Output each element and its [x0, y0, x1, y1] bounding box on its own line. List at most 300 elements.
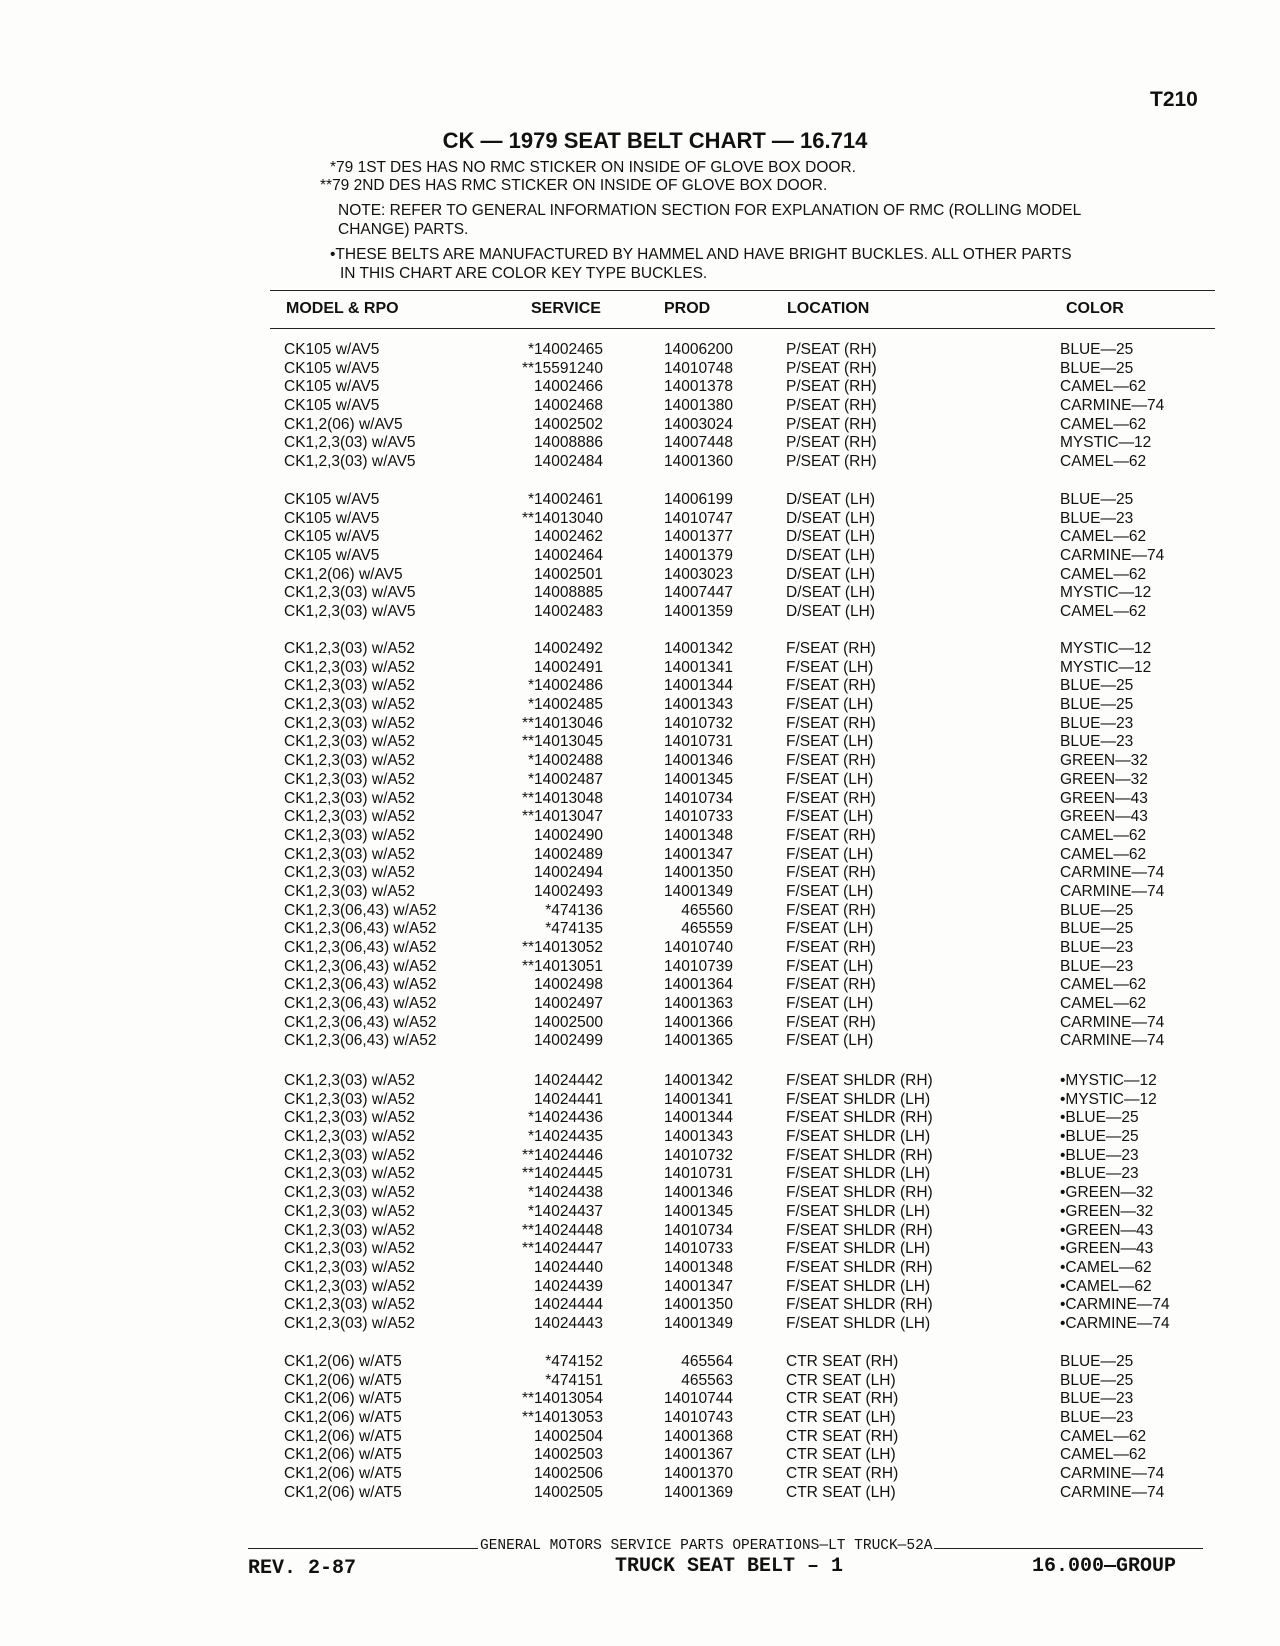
cell-color: BLUE—25	[1060, 341, 1134, 358]
cell-color: BLUE—25	[1060, 696, 1134, 714]
table-row	[0, 1428, 1280, 1447]
table-row	[0, 510, 1280, 529]
cell-color: •GREEN—43	[1060, 1221, 1154, 1239]
cell-service: *14002465	[528, 341, 603, 358]
cell-prod: 14010731	[664, 733, 733, 751]
cell-service: **14013054	[521, 1390, 603, 1408]
table-row	[0, 790, 1280, 809]
cell-color: •CARMINE—74	[1060, 1314, 1170, 1332]
cell-service: **14024448	[521, 1221, 603, 1239]
cell-service: *14002488	[528, 752, 603, 770]
table-row	[0, 995, 1280, 1014]
cell-color: CAMEL—62	[1060, 845, 1147, 863]
cell-color: MYSTIC—12	[1060, 584, 1152, 602]
table-row	[0, 1484, 1280, 1503]
table-row	[0, 958, 1280, 977]
cell-service: 14002493	[534, 882, 603, 900]
cell-color: •GREEN—32	[1060, 1202, 1154, 1220]
note-second-design: **79 2ND DES HAS RMC STICKER ON INSIDE OF GLOVE BOX DOOR.	[320, 177, 828, 194]
cell-loc: F/SEAT (LH)	[786, 808, 874, 826]
cell-loc: F/SEAT (RH)	[786, 901, 876, 919]
table-row	[0, 733, 1280, 752]
cell-color: BLUE—25	[1060, 677, 1134, 695]
cell-loc: F/SEAT (RH)	[786, 976, 876, 994]
header-location: LOCATION	[787, 300, 870, 317]
table-row	[0, 1165, 1280, 1184]
cell-prod: 14001346	[664, 752, 733, 770]
table-row	[0, 696, 1280, 715]
cell-model: CK1,2,3(03) w/AV5	[284, 603, 416, 621]
cell-loc: P/SEAT (RH)	[786, 359, 877, 377]
cell-prod: 14001347	[664, 845, 733, 863]
cell-model: CK1,2,3(03) w/AV5	[284, 434, 416, 452]
cell-service: *474152	[545, 1353, 603, 1370]
cell-model: CK1,2,3(03) w/A52	[284, 845, 415, 863]
table-row	[0, 976, 1280, 995]
cell-model: CK1,2,3(03) w/A52	[284, 1165, 415, 1183]
cell-model: CK1,2,3(03) w/A52	[284, 1314, 415, 1332]
cell-model: CK1,2(06) w/AT5	[284, 1371, 402, 1389]
cell-color: BLUE—23	[1060, 733, 1134, 751]
cell-prod: 465560	[681, 901, 733, 919]
cell-loc: F/SEAT (LH)	[786, 733, 874, 751]
table-row	[0, 416, 1280, 435]
table-row	[0, 341, 1280, 360]
cell-service: 14002502	[534, 415, 603, 433]
cell-color: •CARMINE—74	[1060, 1296, 1170, 1314]
cell-prod: 14001360	[664, 453, 733, 471]
cell-prod: 14010733	[664, 808, 733, 826]
cell-service: **14013053	[521, 1409, 603, 1427]
cell-model: CK105 w/AV5	[284, 378, 380, 396]
table-row	[0, 1032, 1280, 1051]
cell-model: CK1,2,3(03) w/A52	[284, 1277, 415, 1295]
table-row	[0, 1184, 1280, 1203]
table-row	[0, 1147, 1280, 1166]
cell-model: CK1,2,3(06,43) w/A52	[284, 1032, 437, 1050]
cell-loc: F/SEAT (LH)	[786, 882, 874, 900]
cell-prod: 14010744	[664, 1390, 733, 1408]
cell-service: **14013040	[521, 509, 603, 527]
cell-prod: 14001346	[664, 1184, 733, 1202]
note-hammel-line1: •THESE BELTS ARE MANUFACTURED BY HAMMEL AND HAVE BRIGHT BUCKLES. ALL OTHER PARTS	[330, 246, 1072, 263]
cell-loc: F/SEAT (LH)	[786, 696, 874, 714]
cell-prod: 14001369	[664, 1483, 733, 1501]
cell-service: 14002466	[534, 378, 603, 396]
cell-model: CK1,2,3(03) w/A52	[284, 808, 415, 826]
cell-prod: 14001378	[664, 378, 733, 396]
cell-loc: P/SEAT (RH)	[786, 453, 877, 471]
cell-model: CK105 w/AV5	[284, 491, 380, 508]
cell-service: **14013048	[521, 789, 603, 807]
cell-model: CK1,2,3(06,43) w/A52	[284, 1013, 437, 1031]
cell-loc: F/SEAT (RH)	[786, 939, 876, 956]
cell-prod: 14010732	[664, 714, 733, 732]
cell-loc: F/SEAT (LH)	[786, 1032, 874, 1050]
cell-model: CK1,2,3(03) w/A52	[284, 752, 415, 770]
cell-color: CARMINE—74	[1060, 397, 1165, 415]
footer-section-title: TRUCK SEAT BELT – 1	[615, 1555, 844, 1578]
cell-loc: F/SEAT SHLDR (RH)	[786, 1184, 933, 1202]
cell-color: CAMEL—62	[1060, 1446, 1147, 1464]
cell-service: *14024436	[528, 1109, 603, 1127]
cell-model: CK1,2,3(06,43) w/A52	[284, 957, 437, 975]
cell-prod: 14001348	[664, 1258, 733, 1276]
cell-service: 14002506	[534, 1465, 603, 1483]
cell-service: 14024441	[534, 1090, 603, 1108]
cell-prod: 14010740	[664, 939, 733, 956]
cell-service: 14024440	[534, 1258, 603, 1276]
cell-loc: D/SEAT (LH)	[786, 491, 875, 508]
cell-color: BLUE—23	[1060, 1390, 1134, 1408]
cell-prod: 14010747	[664, 509, 733, 527]
cell-color: CAMEL—62	[1060, 603, 1147, 621]
table-row	[0, 1128, 1280, 1147]
cell-loc: D/SEAT (LH)	[786, 565, 875, 583]
cell-model: CK105 w/AV5	[284, 359, 380, 377]
cell-service: 14002484	[534, 453, 603, 471]
cell-model: CK1,2,3(03) w/A52	[284, 1072, 415, 1089]
cell-loc: F/SEAT (RH)	[786, 677, 876, 695]
table-row	[0, 827, 1280, 846]
cell-color: •BLUE—23	[1060, 1165, 1139, 1183]
cell-service: *474151	[545, 1371, 603, 1389]
cell-color: BLUE—23	[1060, 1409, 1134, 1427]
cell-prod: 14001348	[664, 826, 733, 844]
table-row	[0, 397, 1280, 416]
header-prod: PROD	[664, 300, 711, 317]
cell-model: CK1,2,3(03) w/A52	[284, 1128, 415, 1146]
cell-loc: F/SEAT (RH)	[786, 826, 876, 844]
cell-color: MYSTIC—12	[1060, 640, 1152, 657]
cell-color: CAMEL—62	[1060, 415, 1147, 433]
group-center-seat	[0, 1353, 1280, 1503]
table-row	[0, 902, 1280, 921]
cell-loc: F/SEAT (LH)	[786, 770, 874, 788]
header-bottom-rule	[270, 328, 1215, 329]
cell-service: 14002490	[534, 826, 603, 844]
cell-prod: 14010733	[664, 1240, 733, 1258]
cell-service: **14024446	[521, 1146, 603, 1164]
cell-model: CK1,2,3(03) w/A52	[284, 640, 415, 657]
cell-loc: F/SEAT SHLDR (LH)	[786, 1240, 931, 1258]
cell-loc: F/SEAT SHLDR (LH)	[786, 1128, 931, 1146]
cell-prod: 14010734	[664, 789, 733, 807]
table-row	[0, 752, 1280, 771]
page-id: T210	[1150, 88, 1198, 111]
table-row	[0, 1072, 1280, 1091]
cell-loc: F/SEAT (RH)	[786, 714, 876, 732]
cell-color: CAMEL—62	[1060, 1427, 1147, 1445]
cell-prod: 14001341	[664, 658, 733, 676]
cell-loc: F/SEAT (LH)	[786, 845, 874, 863]
cell-color: MYSTIC—12	[1060, 658, 1152, 676]
cell-model: CK1,2,3(03) w/A52	[284, 1240, 415, 1258]
cell-loc: F/SEAT SHLDR (LH)	[786, 1314, 931, 1332]
cell-prod: 14001367	[664, 1446, 733, 1464]
cell-prod: 465564	[681, 1353, 733, 1370]
group-front-seat-shoulder	[0, 1072, 1280, 1334]
cell-prod: 14001345	[664, 1202, 733, 1220]
cell-loc: CTR SEAT (RH)	[786, 1427, 899, 1445]
cell-prod: 14001341	[664, 1090, 733, 1108]
cell-model: CK1,2,3(03) w/A52	[284, 733, 415, 751]
cell-loc: CTR SEAT (RH)	[786, 1353, 899, 1370]
cell-model: CK105 w/AV5	[284, 341, 380, 358]
table-row	[0, 1091, 1280, 1110]
cell-prod: 14007447	[664, 584, 733, 602]
cell-loc: F/SEAT (LH)	[786, 995, 874, 1013]
cell-model: CK1,2,3(06,43) w/A52	[284, 939, 437, 956]
cell-model: CK1,2,3(03) w/A52	[284, 1258, 415, 1276]
table-row	[0, 1278, 1280, 1297]
cell-color: BLUE—23	[1060, 509, 1134, 527]
cell-loc: CTR SEAT (RH)	[786, 1465, 899, 1483]
cell-prod: 14001366	[664, 1013, 733, 1031]
cell-color: BLUE—25	[1060, 1353, 1134, 1370]
cell-model: CK1,2,3(03) w/A52	[284, 882, 415, 900]
cell-service: 14002500	[534, 1013, 603, 1031]
cell-model: CK1,2,3(03) w/A52	[284, 1221, 415, 1239]
cell-prod: 14001364	[664, 976, 733, 994]
cell-model: CK1,2(06) w/AV5	[284, 565, 403, 583]
cell-model: CK105 w/AV5	[284, 509, 380, 527]
cell-model: CK1,2,3(03) w/A52	[284, 1146, 415, 1164]
cell-loc: CTR SEAT (LH)	[786, 1371, 896, 1389]
cell-service: 14002492	[534, 640, 603, 657]
cell-service: *14002485	[528, 696, 603, 714]
cell-prod: 14010734	[664, 1221, 733, 1239]
cell-prod: 14001349	[664, 882, 733, 900]
cell-loc: D/SEAT (LH)	[786, 509, 875, 527]
cell-loc: F/SEAT (LH)	[786, 957, 874, 975]
cell-service: **14024445	[521, 1165, 603, 1183]
cell-prod: 14006199	[664, 491, 733, 508]
group-driver-seat	[0, 491, 1280, 622]
cell-loc: F/SEAT (LH)	[786, 920, 874, 938]
footer-revision: REV. 2-87	[248, 1557, 357, 1580]
chart-title: CK — 1979 SEAT BELT CHART — 16.714	[442, 128, 868, 153]
cell-color: CARMINE—74	[1060, 1013, 1165, 1031]
cell-service: 14008885	[534, 584, 603, 602]
cell-model: CK105 w/AV5	[284, 397, 380, 415]
cell-prod: 14001377	[664, 528, 733, 546]
cell-service: *14024435	[528, 1128, 603, 1146]
cell-color: •BLUE—25	[1060, 1128, 1139, 1146]
cell-service: 14002491	[534, 658, 603, 676]
cell-prod: 14001342	[664, 1072, 733, 1089]
cell-service: *14002461	[528, 491, 603, 508]
header-service: SERVICE	[531, 300, 601, 317]
cell-prod: 14001343	[664, 696, 733, 714]
cell-prod: 14001365	[664, 1032, 733, 1050]
cell-color: CARMINE—74	[1060, 547, 1165, 565]
cell-service: 14002494	[534, 864, 603, 882]
cell-model: CK1,2,3(03) w/A52	[284, 770, 415, 788]
note-hammel-line2: IN THIS CHART ARE COLOR KEY TYPE BUCKLES.	[340, 265, 708, 282]
cell-prod: 14001350	[664, 1296, 733, 1314]
cell-color: •BLUE—23	[1060, 1146, 1139, 1164]
cell-loc: F/SEAT (RH)	[786, 864, 876, 882]
cell-loc: F/SEAT SHLDR (RH)	[786, 1146, 933, 1164]
cell-service: 14024444	[534, 1296, 603, 1314]
cell-loc: P/SEAT (RH)	[786, 378, 877, 396]
note-rmc-line1: NOTE: REFER TO GENERAL INFORMATION SECTION FOR EXPLANATION OF RMC (ROLLING MODEL	[338, 202, 1082, 219]
cell-color: CAMEL—62	[1060, 453, 1147, 471]
cell-model: CK1,2,3(03) w/A52	[284, 1109, 415, 1127]
table-row	[0, 715, 1280, 734]
cell-service: 14024442	[534, 1072, 603, 1089]
cell-prod: 14001363	[664, 995, 733, 1013]
cell-loc: P/SEAT (RH)	[786, 397, 877, 415]
cell-color: BLUE—25	[1060, 359, 1134, 377]
cell-color: BLUE—25	[1060, 920, 1134, 938]
cell-loc: F/SEAT SHLDR (LH)	[786, 1165, 931, 1183]
cell-model: CK1,2(06) w/AT5	[284, 1465, 402, 1483]
cell-service: 14002499	[534, 1032, 603, 1050]
cell-prod: 14001343	[664, 1128, 733, 1146]
cell-prod: 14003023	[664, 565, 733, 583]
cell-prod: 14007448	[664, 434, 733, 452]
cell-prod: 14001370	[664, 1465, 733, 1483]
cell-color: CAMEL—62	[1060, 378, 1147, 396]
cell-model: CK1,2,3(06,43) w/A52	[284, 995, 437, 1013]
cell-color: BLUE—23	[1060, 957, 1134, 975]
cell-loc: F/SEAT SHLDR (RH)	[786, 1296, 933, 1314]
cell-model: CK1,2,3(06,43) w/A52	[284, 901, 437, 919]
cell-loc: D/SEAT (LH)	[786, 584, 875, 602]
cell-service: *14002487	[528, 770, 603, 788]
cell-loc: F/SEAT SHLDR (RH)	[786, 1072, 933, 1089]
cell-service: **14013046	[521, 714, 603, 732]
cell-service: 14002468	[534, 397, 603, 415]
cell-service: 14024439	[534, 1277, 603, 1295]
cell-service: 14002489	[534, 845, 603, 863]
cell-prod: 14001345	[664, 770, 733, 788]
table-row	[0, 883, 1280, 902]
table-row	[0, 920, 1280, 939]
table-row	[0, 1240, 1280, 1259]
cell-loc: F/SEAT (RH)	[786, 640, 876, 657]
cell-color: CAMEL—62	[1060, 826, 1147, 844]
cell-service: 14008886	[534, 434, 603, 452]
table-row	[0, 1353, 1280, 1372]
cell-loc: F/SEAT SHLDR (LH)	[786, 1277, 931, 1295]
cell-model: CK1,2(06) w/AT5	[284, 1353, 402, 1370]
table-row	[0, 1203, 1280, 1222]
cell-prod: 14006200	[664, 341, 733, 358]
note-first-design: *79 1ST DES HAS NO RMC STICKER ON INSIDE OF GLOVE BOX DOOR.	[330, 159, 856, 176]
group-passenger-seat	[0, 341, 1280, 472]
cell-model: CK1,2(06) w/AT5	[284, 1483, 402, 1501]
cell-loc: CTR SEAT (LH)	[786, 1483, 896, 1501]
cell-prod: 14001349	[664, 1314, 733, 1332]
cell-loc: P/SEAT (RH)	[786, 415, 877, 433]
cell-color: CARMINE—74	[1060, 1465, 1165, 1483]
cell-service: 14002464	[534, 547, 603, 565]
cell-prod: 14010731	[664, 1165, 733, 1183]
cell-prod: 14001344	[664, 677, 733, 695]
cell-loc: F/SEAT (RH)	[786, 752, 876, 770]
cell-service: *14024437	[528, 1202, 603, 1220]
table-row	[0, 771, 1280, 790]
table-row	[0, 1409, 1280, 1428]
cell-color: CAMEL—62	[1060, 528, 1147, 546]
table-row	[0, 939, 1280, 958]
cell-model: CK1,2,3(03) w/A52	[284, 789, 415, 807]
cell-service: *14002486	[528, 677, 603, 695]
table-top-rule	[270, 290, 1215, 291]
cell-prod: 14010739	[664, 957, 733, 975]
cell-loc: D/SEAT (LH)	[786, 528, 875, 546]
cell-loc: D/SEAT (LH)	[786, 603, 875, 621]
table-row	[0, 528, 1280, 547]
cell-prod: 465559	[681, 920, 733, 938]
table-row	[0, 1109, 1280, 1128]
table-row	[0, 566, 1280, 585]
cell-model: CK1,2,3(06,43) w/A52	[284, 920, 437, 938]
cell-loc: F/SEAT SHLDR (LH)	[786, 1090, 931, 1108]
cell-model: CK1,2,3(03) w/A52	[284, 677, 415, 695]
cell-color: •BLUE—25	[1060, 1109, 1139, 1127]
cell-model: CK1,2,3(03) w/A52	[284, 696, 415, 714]
table-row	[0, 453, 1280, 472]
cell-service: *14024438	[528, 1184, 603, 1202]
cell-service: **15591240	[521, 359, 603, 377]
table-row	[0, 378, 1280, 397]
cell-color: CARMINE—74	[1060, 1032, 1165, 1050]
cell-color: BLUE—25	[1060, 1371, 1134, 1389]
cell-model: CK1,2,3(03) w/AV5	[284, 453, 416, 471]
table-row	[0, 584, 1280, 603]
cell-loc: F/SEAT SHLDR (LH)	[786, 1202, 931, 1220]
cell-color: BLUE—23	[1060, 939, 1134, 956]
cell-prod: 14010732	[664, 1146, 733, 1164]
cell-color: BLUE—25	[1060, 491, 1134, 508]
table-row	[0, 1296, 1280, 1315]
table-row	[0, 1222, 1280, 1241]
table-row	[0, 547, 1280, 566]
cell-color: •MYSTIC—12	[1060, 1072, 1157, 1089]
table-row	[0, 360, 1280, 379]
cell-color: GREEN—43	[1060, 789, 1148, 807]
cell-loc: CTR SEAT (LH)	[786, 1409, 896, 1427]
cell-loc: D/SEAT (LH)	[786, 547, 875, 565]
cell-color: CAMEL—62	[1060, 995, 1147, 1013]
cell-color: MYSTIC—12	[1060, 434, 1152, 452]
cell-loc: F/SEAT (LH)	[786, 658, 874, 676]
cell-color: •CAMEL—62	[1060, 1277, 1152, 1295]
cell-prod: 14003024	[664, 415, 733, 433]
cell-model: CK1,2,3(03) w/A52	[284, 658, 415, 676]
cell-color: CAMEL—62	[1060, 976, 1147, 994]
cell-prod: 14001347	[664, 1277, 733, 1295]
cell-color: GREEN—43	[1060, 808, 1148, 826]
cell-loc: P/SEAT (RH)	[786, 434, 877, 452]
cell-model: CK1,2,3(03) w/A52	[284, 1296, 415, 1314]
cell-model: CK1,2,3(03) w/A52	[284, 1202, 415, 1220]
cell-loc: CTR SEAT (LH)	[786, 1446, 896, 1464]
cell-loc: F/SEAT (RH)	[786, 1013, 876, 1031]
table-row	[0, 491, 1280, 510]
cell-prod: 14001359	[664, 603, 733, 621]
cell-color: CARMINE—74	[1060, 1483, 1165, 1501]
note-rmc-line2: CHANGE) PARTS.	[338, 221, 469, 238]
cell-color: BLUE—23	[1060, 714, 1134, 732]
cell-service: 14002462	[534, 528, 603, 546]
cell-model: CK105 w/AV5	[284, 528, 380, 546]
cell-service: 14002504	[534, 1427, 603, 1445]
